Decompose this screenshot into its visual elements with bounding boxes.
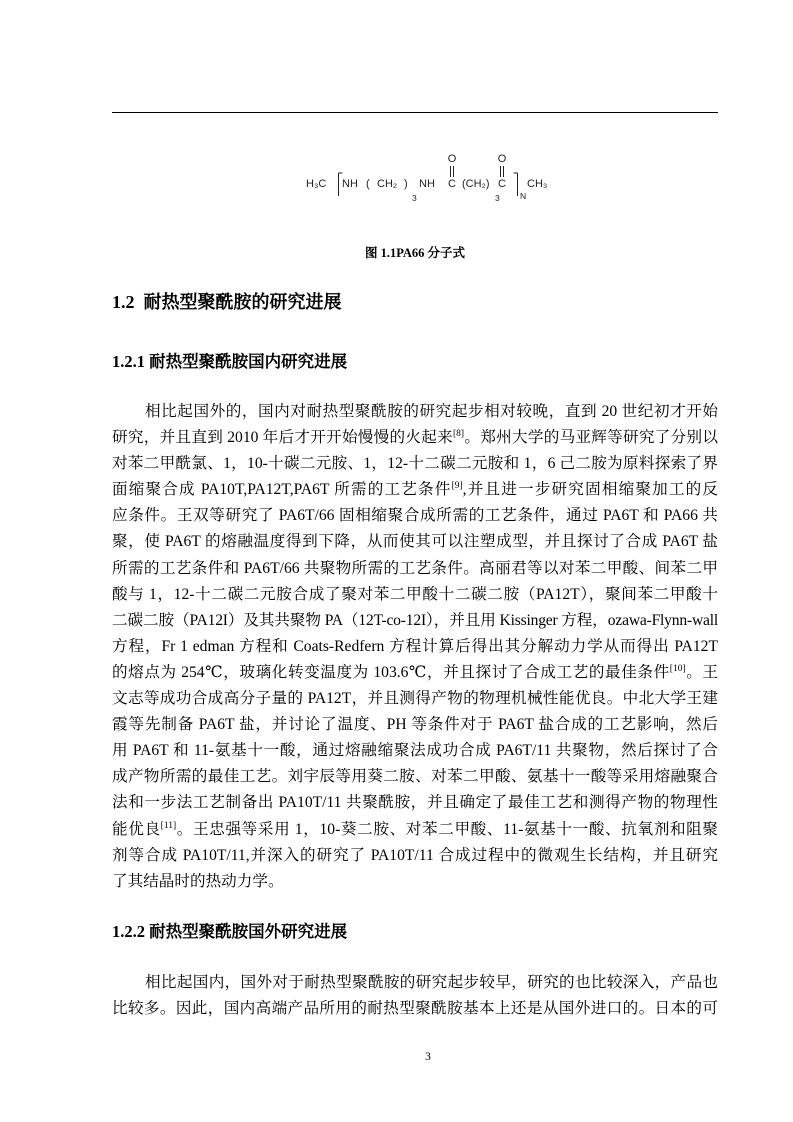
line-text: 。郑州大学的马亚辉等研究了分别以 [464, 429, 718, 447]
citation-ref: [11] [160, 820, 177, 831]
repeat-count-left: 3 [412, 193, 417, 203]
paragraph [112, 970, 718, 1022]
figure-caption: 图 1.1PA66 分子式 [364, 246, 466, 260]
paragraph-line: 了其结晶时的热动力学。 [112, 872, 284, 890]
line-text: 研究，并且直到 2010 年后才开开始慢慢的火起来 [112, 429, 454, 447]
paragraph-line: 所需的工艺条件和 PA6T/66 共聚物所需的工艺条件。高丽君等以对苯二甲酸、间苯二甲 [112, 559, 718, 577]
paren-close: ) [404, 178, 408, 190]
paragraph-line: 对苯二甲酰氯、1，10-十碳二元胺、1，12-十二碳二元胺和 1，6 己二胺为原料探索了界 [112, 455, 718, 473]
paragraph-line: 霞等先制备 PA6T 盐，并讨论了温度、PH 等条件对于 PA6T 盐合成的工艺影响，然后 [112, 716, 718, 734]
paragraph-line [112, 817, 718, 843]
line-text: 的熔点为 254℃，玻璃化转变温度为 103.6℃，并且探讨了合成工艺的最佳条件 [112, 663, 670, 681]
paragraph-line: 法和一步法工艺制备出 PA10T/11 共聚酰胺，并且确定了最佳工艺和测得产物的物理性 [112, 794, 718, 812]
citation-ref: [9] [451, 481, 463, 492]
oxygen-atom-right: O [497, 153, 507, 165]
paragraph-line: 相比起国外的，国内对耐热型聚酰胺的研究起步相对较晚，直到 20 世纪初才开始 [145, 403, 718, 420]
paragraph-line: 成产物所需的最佳工艺。刘宇辰等用葵二胺、对苯二甲酸、氨基十一酸等采用熔融聚合 [112, 768, 718, 786]
paragraph-line [112, 660, 718, 686]
paragraph-line: 比较多。因此，国内高端产品所用的耐热型聚酰胺基本上还是从国外进口的。日本的可 [112, 1000, 718, 1018]
paragraph-line: 应条件。王双等研究了 PA6T/66 固相缩聚合成所需的工艺条件，通过 PA6T 和 PA66 共 [112, 507, 718, 525]
amine-group-left: NH [342, 178, 358, 190]
paragraph-line: 方程，Fr 1 edman 方程和 Coats-Redfern 方程计算后得出其分解动力学从而得出 PA12T [112, 637, 718, 655]
paren-open: ( [366, 178, 370, 190]
subsection-heading: 1.2.1 耐热型聚酰胺国内研究进展 [112, 352, 348, 371]
header-rule [112, 112, 718, 113]
carbonyl-carbon-right: C [498, 178, 506, 190]
line-text: 面缩聚合成 PA10T,PA12T,PA6T 所需的工艺条件 [112, 481, 452, 499]
paragraph-line: 二碳二胺（PA12I）及其共聚物 PA（12T-co-12I），并且用 Kissinger 方程，ozawa-Flynn-wall [112, 611, 718, 629]
line-text: 。王忠强等采用 1，10-葵二胺、对苯二甲酸、11-氨基十一酸、抗氧剂和阻聚 [176, 820, 718, 838]
amine-group-right: NH [419, 178, 435, 190]
methyl-group-right: CH₃ [527, 178, 548, 190]
methyl-group-left: H₃C [306, 178, 327, 190]
page-number: 3 [425, 1051, 431, 1063]
paragraph-line [112, 425, 718, 451]
paragraph-line: 聚，使 PA6T 的熔融温度得到下降，从而使其可以注塑成型，并且探讨了合成 PA6T 盐 [112, 533, 718, 551]
paragraph-line [112, 477, 718, 503]
polymer-repeat-n: N [520, 191, 527, 201]
section-heading: 1.2 耐热型聚酰胺的研究进展 [112, 292, 342, 312]
citation-ref: [10] [669, 663, 686, 674]
repeat-count-right: 3 [495, 193, 500, 203]
paragraph-line: 相比起国内，国外对于耐热型聚酰胺的研究起步较早，研究的也比较深入，产品也 [145, 974, 718, 991]
pa66-structural-formula [0, 140, 793, 210]
line-text: 。王 [685, 663, 718, 681]
line-text: ,并且进一步研究固相缩聚加工的反 [462, 481, 719, 499]
paragraph-line: 文志等成功合成高分子量的 PA12T，并且测得产物的物理机械性能优良。中北大学王建 [112, 690, 718, 708]
citation-ref: [8] [453, 429, 465, 440]
subsection-heading: 1.2.2 耐热型聚酰胺国外研究进展 [112, 922, 348, 941]
carbonyl-carbon-left: C [448, 178, 456, 190]
paragraph-line: 剂等合成 PA10T/11,并深入的研究了 PA10T/11 合成过程中的微观生长结构，并且研究 [112, 846, 718, 864]
oxygen-atom-left: O [447, 153, 457, 165]
methylene-group-chain: (CH₂) [462, 178, 490, 190]
line-text: 能优良 [112, 820, 161, 838]
paragraph [112, 399, 718, 895]
paragraph-line: 用 PA6T 和 11-氨基十一酸，通过熔融缩聚法成功合成 PA6T/11 共聚物，然后探讨了合 [112, 742, 718, 760]
methylene-group-inner: CH₂ [377, 178, 398, 190]
paragraph-line: 酸与 1，12-十二碳二元胺合成了聚对苯二甲酸十二碳二胺（PA12T），聚间苯二甲酸十 [112, 585, 718, 603]
